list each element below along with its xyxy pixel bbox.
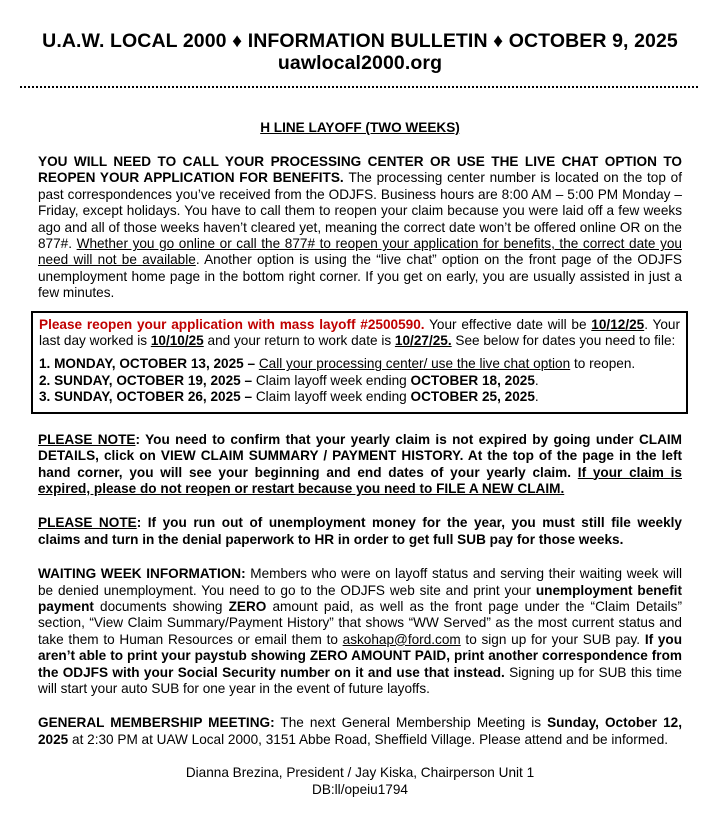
- filing-date-item-2: [39, 373, 680, 389]
- text-run: : If you run out of unemployment money for the year, you must still file weekly claims and turn in the denial paperwork to HR in order to get full SUB pay for those weeks.: [38, 515, 682, 547]
- text-run: If your claim is expired, please do not reopen or restart because you need to FILE A NEW CLAIM.: [38, 464, 682, 496]
- bulletin-title: U.A.W. LOCAL 2000 ♦ INFORMATION BULLETIN ♦ OCTOBER 9, 2025: [42, 30, 678, 52]
- text-run: 10/12/25: [591, 316, 645, 332]
- text-run: OCTOBER 18, 2025: [410, 372, 535, 388]
- filing-date-item-1: [39, 356, 680, 372]
- notice-intro-paragraph: [39, 317, 680, 350]
- website-url: uawlocal2000.org: [277, 52, 443, 74]
- text-run: .: [534, 389, 539, 405]
- text-run: See below for dates you need to file:: [451, 333, 676, 349]
- please-note-claim-expiry-paragraph: [38, 432, 682, 498]
- text-run: and your return to work date is: [203, 333, 395, 349]
- reference-line: DB:ll/opeiu1794: [312, 781, 408, 797]
- text-run: If you aren’t able to print your paystub showing ZERO AMOUNT PAID, print another correspondence from the ODJFS with your Social Security number on it and use that instead.: [38, 631, 683, 680]
- text-run: 10/27/25.: [394, 333, 452, 349]
- document-footer: [38, 765, 682, 798]
- dotted-divider: [20, 86, 700, 88]
- text-run: The processing center number is located on the top of past correspondences you’ve received from the ODJFS. Business hours are 8:00 AM – 5:00 PM Monday – Friday, except holidays. You have to call them to reopen your claim because you were laid off a few weeks ago and all of those weeks haven’t cleared yet, meaning the correct date won’t be offered online OR on the 877#.: [38, 170, 682, 252]
- mass-layoff-notice-box: [31, 311, 688, 414]
- text-run: documents showing: [93, 598, 229, 614]
- text-run: Sunday, October 12, 2025: [38, 715, 683, 747]
- text-run: Members who were on layoff status and serving their waiting week will be denied unemployment. You need to go to the ODJFS web site and print your: [38, 566, 682, 598]
- text-run: to reopen.: [570, 356, 636, 372]
- text-run: 1. MONDAY, OCTOBER 13, 2025 –: [39, 356, 259, 372]
- text-run: GENERAL MEMBERSHIP MEETING:: [38, 715, 275, 731]
- signature-line: Dianna Brezina, President / Jay Kiska, Chairperson Unit 1: [185, 765, 535, 781]
- text-run: Signing up for SUB this time will start your auto SUB for one year in the event of future layoffs.: [38, 664, 682, 696]
- text-run: PLEASE NOTE: [38, 515, 137, 531]
- text-run: WAITING WEEK INFORMATION:: [38, 566, 246, 582]
- general-meeting-paragraph: [38, 715, 682, 748]
- text-run: at 2:30 PM at UAW Local 2000, 3151 Abbe Road, Sheffield Village. Please attend and be informed.: [68, 731, 669, 747]
- text-run: Claim layoff week ending: [255, 372, 411, 388]
- text-run: . Your last day worked is: [39, 316, 680, 349]
- filing-date-item-3: [39, 389, 680, 405]
- text-run: unemployment benefit payment: [38, 582, 682, 614]
- text-run: 2. SUNDAY, OCTOBER 19, 2025 –: [39, 372, 256, 388]
- intro-paragraph: [38, 154, 682, 302]
- section-heading: H LINE LAYOFF (TWO WEEKS): [260, 120, 460, 135]
- text-run: .: [534, 372, 539, 388]
- text-run: Call your processing center/ use the live chat option: [258, 356, 571, 372]
- text-run: Your effective date will be: [424, 316, 592, 332]
- text-run: . Another option is using the “live chat” option on the front page of the ODJFS unemployment home page in the bottom right corner. If you get on early, you are usually assisted in just a few minutes.: [38, 252, 682, 301]
- masthead: [38, 30, 682, 74]
- text-run: : You need to confirm that your yearly claim is not expired by going under CLAIM DETAILS, click on VIEW CLAIM SUMMARY / PAYMENT HISTORY. At the top of the page in the left hand corner, you will see your beginning and end dates of your yearly claim.: [38, 431, 682, 480]
- text-run: 10/10/25: [150, 333, 204, 349]
- text-run: amount paid, as well as the front page under the “Claim Details” section, “View Claim Summary/Payment History” that shows “WW Served” as the most current status and take them to Human Resources or email them to: [38, 598, 682, 647]
- filing-dates-list: [39, 356, 680, 405]
- text-run: PLEASE NOTE: [38, 431, 136, 447]
- text-run: OCTOBER 25, 2025: [410, 389, 535, 405]
- text-run: YOU WILL NEED TO CALL YOUR PROCESSING CENTER OR USE THE LIVE CHAT OPTION TO REOPEN YOUR APPLICATION FOR BENEFITS.: [38, 154, 682, 186]
- text-run: Whether you go online or call the 877# to reopen your application for benefits, the correct date you need will not be available: [38, 236, 682, 268]
- text-run: Claim layoff week ending: [255, 389, 411, 405]
- text-run: to sign up for your SUB pay.: [460, 631, 645, 647]
- text-run: ZERO: [228, 598, 267, 614]
- email-link[interactable]: askohap@ford.com: [342, 631, 461, 647]
- text-run: Please reopen your application with mass layoff #2500590.: [39, 316, 425, 332]
- text-run: 3. SUNDAY, OCTOBER 26, 2025 –: [39, 389, 256, 405]
- waiting-week-paragraph: [38, 566, 682, 697]
- please-note-sub-pay-paragraph: [38, 515, 682, 548]
- text-run: The next General Membership Meeting is: [274, 715, 548, 731]
